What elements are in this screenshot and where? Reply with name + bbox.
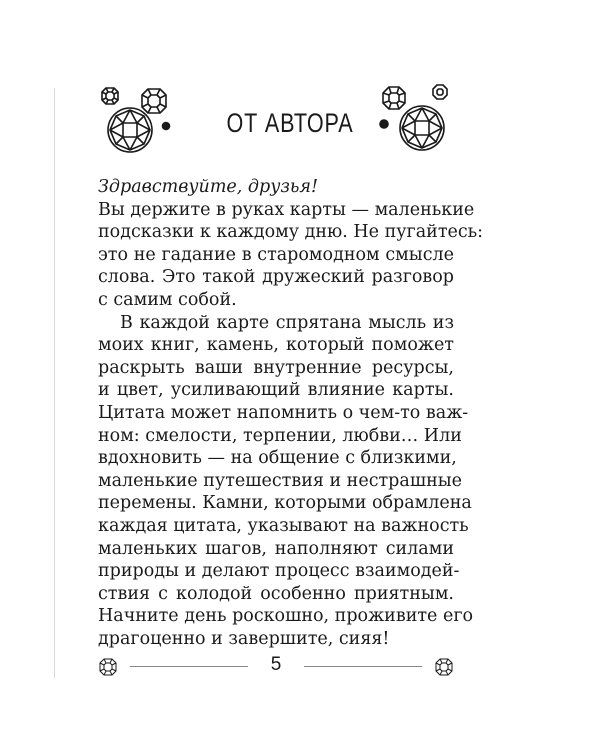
- gem-cluster-icon: [98, 84, 184, 158]
- text-line: В каждой карте спрятана мысль из: [120, 312, 454, 333]
- page-title: ОТ АВТОРА: [226, 108, 354, 138]
- text-line: Цитата может напомнить о чем-то важ-: [98, 402, 469, 423]
- text-line: каждая цитата, указывают на важность: [98, 515, 469, 536]
- footer-rule: [130, 666, 248, 667]
- text-line: перемены. Камни, которыми обрамлена: [98, 493, 472, 514]
- text-line: это не гадание в старомодном смысле: [98, 244, 454, 265]
- gem-cluster-icon: [374, 84, 460, 158]
- text-line: Начните день роскошно, проживите его: [98, 606, 474, 627]
- text-line: природы и делают процесс взаимодей-: [98, 561, 460, 582]
- text-line: и цвет, усиливающий влияние карты.: [98, 380, 454, 401]
- footer-rule: [304, 666, 422, 667]
- text-line: моих книг, камень, который поможет: [98, 335, 454, 356]
- text-line: драгоценно и завершите, сияя!: [98, 628, 390, 649]
- greeting: Здравствуйте, друзья!: [98, 177, 319, 197]
- text-line: с самим собой.: [98, 289, 237, 310]
- text-line: Вы держите в руках карты — маленькие: [98, 199, 475, 220]
- text-line: вдохновить — на общение с близкими,: [98, 448, 457, 469]
- text-line: подсказки к каждому дню. Не пугайтесь:: [98, 222, 484, 243]
- text-line: раскрыть ваши внутренние ресурсы,: [98, 357, 454, 378]
- text-line: маленькие путешествия и нестрашные: [98, 470, 463, 491]
- body-text: [98, 176, 484, 650]
- gem-icon: [434, 657, 454, 677]
- text-line: ном: смелости, терпении, любви… Или: [98, 425, 462, 446]
- page-footer: [98, 652, 454, 682]
- page-margin-line: [54, 88, 55, 678]
- gem-icon: [98, 657, 118, 677]
- page-number: 5: [270, 654, 282, 675]
- text-line: ствия с колодой особенно приятным.: [98, 583, 454, 604]
- text-line: слова. Это такой дружеский разговор: [98, 267, 454, 288]
- text-line: маленьких шагов, наполняют силами: [98, 538, 454, 559]
